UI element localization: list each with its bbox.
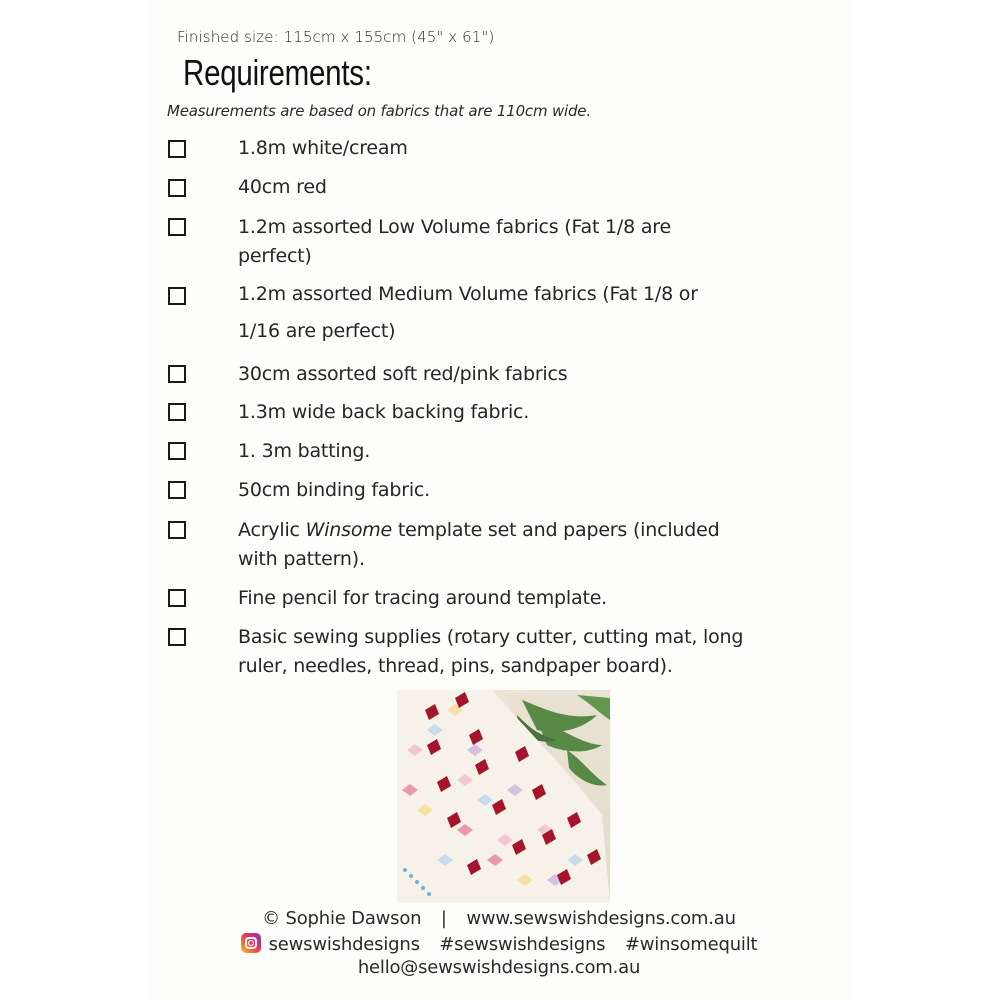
checkbox[interactable] [168, 218, 186, 236]
requirement-text: 30cm assorted soft red/pink fabrics [238, 363, 568, 385]
product-name: Winsome [305, 519, 393, 541]
requirement-text: Acrylic Winsome template set and papers (included with pattern). [238, 519, 720, 570]
requirement-text: 50cm binding fabric. [238, 479, 431, 501]
checkbox[interactable] [168, 481, 186, 499]
footer-credits [148, 908, 850, 929]
page-title: Requirements: [183, 52, 372, 93]
requirement-text: 40cm red [238, 176, 327, 198]
fabric-width-note: Measurements are based on fabrics that are 110cm wide. [167, 102, 591, 120]
hashtag[interactable]: #sewswishdesigns [439, 934, 606, 955]
checkbox[interactable] [168, 287, 186, 305]
requirement-text: Fine pencil for tracing around template. [238, 587, 608, 609]
checkbox[interactable] [168, 589, 186, 607]
requirement-text: 1.2m assorted Medium Volume fabrics (Fat 1/8 or 1/16 are perfect) [238, 283, 698, 342]
requirement-text: Basic sewing supplies (rotary cutter, cutting mat, long ruler, needles, thread, pins, sandpaper board). [238, 626, 744, 677]
checkbox[interactable] [168, 179, 186, 197]
hashtag[interactable]: #winsomequilt [624, 934, 758, 955]
checkbox[interactable] [168, 442, 186, 460]
finished-size: Finished size: 115cm x 155cm (45" x 61") [177, 28, 495, 46]
checkbox[interactable] [168, 365, 186, 383]
checkbox[interactable] [168, 628, 186, 646]
requirement-text: 1. 3m batting. [238, 440, 371, 462]
website-link[interactable]: www.sewswishdesigns.com.au [466, 908, 736, 929]
email-link[interactable]: hello@sewswishdesigns.com.au [357, 957, 641, 978]
footer-social [148, 933, 850, 955]
checkbox[interactable] [168, 403, 186, 421]
footer-email [148, 957, 850, 978]
instagram-handle[interactable]: sewswishdesigns [268, 934, 420, 955]
copyright: © Sophie Dawson [262, 908, 422, 929]
requirement-text: 1.8m white/cream [238, 137, 408, 159]
requirement-text: 1.2m assorted Low Volume fabrics (Fat 1/8 are perfect) [238, 216, 671, 267]
checkbox[interactable] [168, 521, 186, 539]
separator: | [440, 908, 447, 929]
requirement-text: 1.3m wide back backing fabric. [238, 401, 530, 423]
quilt-image [397, 690, 610, 903]
checkbox[interactable] [168, 140, 186, 158]
instagram-icon [241, 933, 261, 953]
quilt-photo [397, 690, 610, 903]
